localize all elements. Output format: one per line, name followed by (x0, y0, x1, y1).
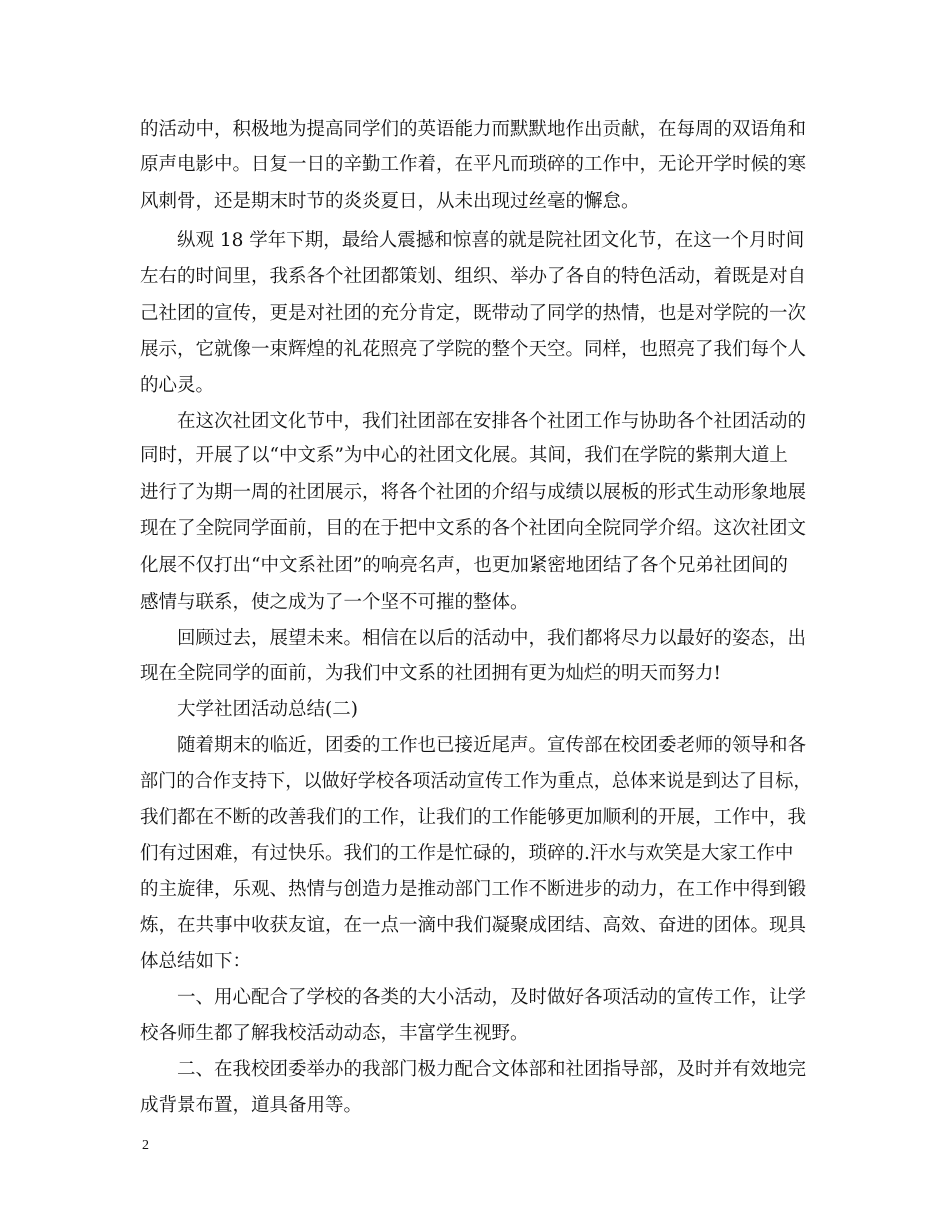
text-line: 风刺骨，还是期末时节的炎炎夏日，从未出现过丝毫的懈怠。 (140, 191, 640, 212)
text-line: 我们都在不断的改善我们的工作，让我们的工作能够更加顺利的开展，工作中，我 (140, 807, 807, 828)
text-line: 左右的时间里，我系各个社团都策划、组织、举办了各自的特色活动，着既是对自 (140, 266, 807, 287)
text-line: 体总结如下： (140, 951, 252, 972)
text-line: 们有过困难，有过快乐。我们的工作是忙碌的，琐碎的.汗水与欢笑是大家工作中 (140, 843, 794, 864)
text-line: 部门的合作支持下，以做好学校各项活动宣传工作为重点，总体来说是到达了目标， (140, 771, 812, 792)
text-line: 己社团的宣传，更是对社团的充分肯定，既带动了同学的热情，也是对学院的一次 (140, 303, 807, 324)
text-line: 在这次社团文化节中，我们社团部在安排各个社团工作与协助各个社团活动的 (177, 411, 807, 432)
text-line: 成背景布置，道具备用等。 (140, 1095, 363, 1116)
text-line: 展示，它就像一束辉煌的礼花照亮了学院的整个天空。同样，也照亮了我们每个人 (140, 339, 807, 360)
text-line: 的主旋律，乐观、热情与创造力是推动部门工作不断进步的动力，在工作中得到锻 (140, 879, 807, 900)
text-line: 回顾过去，展望未来。相信在以后的活动中，我们都将尽力以最好的姿态，出 (177, 628, 807, 649)
text-line: 的活动中，积极地为提高同学们的英语能力而默默地作出贡献，在每周的双语角和 (140, 119, 807, 140)
text-line: 原声电影中。日复一日的辛勤工作着，在平凡而琐碎的工作中，无论开学时候的寒 (140, 154, 807, 175)
text-line: 一、用心配合了学校的各类的大小活动，及时做好各项活动的宣传工作，让学 (177, 987, 807, 1008)
text-line: 校各师生都了解我校活动动态，丰富学生视野。 (140, 1023, 529, 1044)
text-line: 的心灵。 (140, 375, 215, 396)
text-line: 同时，开展了以“中文系”为中心的社团文化展。其间，我们在学院的紫荆大道上 (140, 445, 788, 466)
text-line: 现在了全院同学面前，目的在于把中文系的各个社团向全院同学介绍。这次社团文 (140, 518, 807, 539)
text-line: 随着期末的临近，团委的工作也已接近尾声。宣传部在校团委老师的领导和各 (177, 735, 807, 756)
text-line: 现在全院同学的面前，为我们中文系的社团拥有更为灿烂的明天而努力! (140, 663, 721, 684)
section-heading: 大学社团活动总结(二) (177, 699, 358, 720)
text-line: 进行了为期一周的社团展示，将各个社团的介绍与成绩以展板的形式生动形象地展 (140, 482, 807, 503)
page-number: 2 (142, 1138, 149, 1153)
text-line: 纵观 18 学年下期，最给人震撼和惊喜的就是院社团文化节，在这一个月时间 (177, 230, 805, 251)
text-line: 化展不仅打出“中文系社团”的响亮名声，也更加紧密地团结了各个兄弟社团间的 (140, 555, 788, 576)
text-line: 炼，在共事中收获友谊，在一点一滴中我们凝聚成团结、高效、奋进的团体。现具 (140, 915, 807, 936)
text-line: 感情与联系，使之成为了一个坚不可摧的整体。 (140, 592, 529, 613)
text-line: 二、在我校团委举办的我部门极力配合文体部和社团指导部，及时并有效地完 (177, 1059, 807, 1080)
